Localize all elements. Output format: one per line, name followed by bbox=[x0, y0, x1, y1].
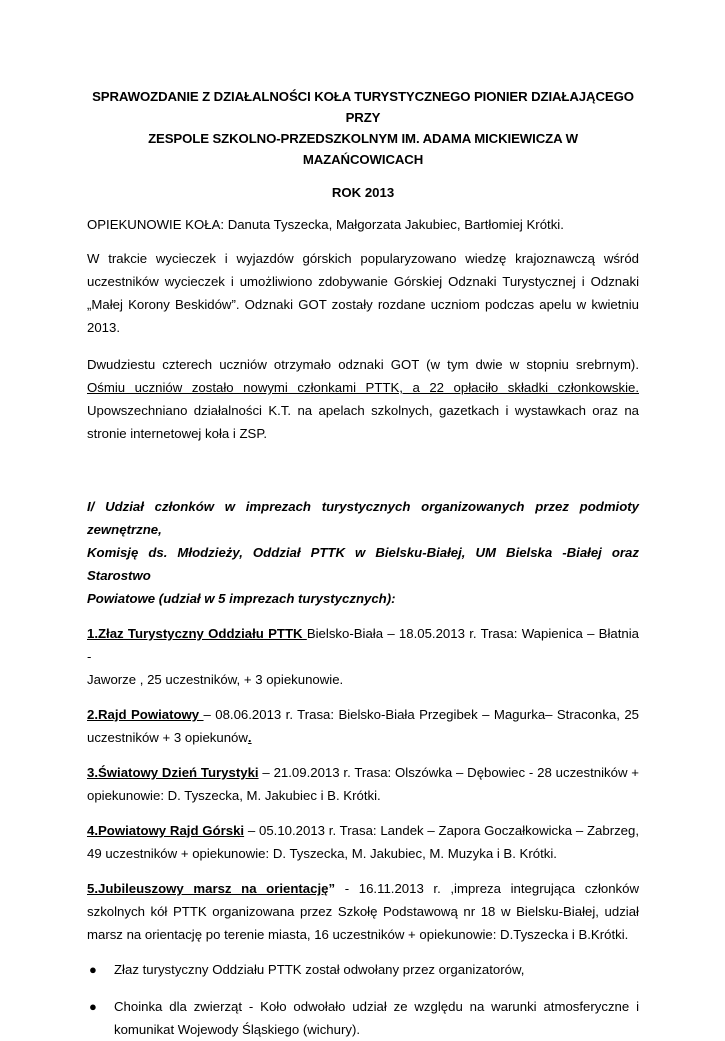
event-title: 2.Rajd Powiatowy bbox=[87, 707, 204, 722]
report-title-line-1: SPRAWOZDANIE Z DZIAŁALNOŚCI KOŁA TURYSTYCZNEGO PIONIER DZIAŁAJĄCEGO PRZY bbox=[92, 89, 634, 125]
event-line bbox=[87, 703, 639, 726]
list-item bbox=[87, 995, 639, 1041]
caretakers-line: OPIEKUNOWIE KOŁA: Danuta Tyszecka, Małgorzata Jakubiec, Bartłomiej Krótki. bbox=[87, 217, 564, 232]
event-line bbox=[87, 622, 639, 668]
note-line: Złaz turystyczny Oddziału PTTK został odwołany przez organizatorów, bbox=[114, 962, 525, 977]
event-details: uczestników + 3 opiekunów bbox=[87, 730, 248, 745]
event-line: marsz na orientację po terenie miasta, 16 uczestników + opiekunowie: D.Tyszecka i B.Krótki. bbox=[87, 927, 629, 942]
event-details: - 16.11.2013 r. ,impreza integrująca członków bbox=[335, 881, 639, 896]
paragraph-badges bbox=[87, 247, 639, 339]
event-line: Jaworze , 25 uczestników, + 3 opiekunowie. bbox=[87, 672, 344, 687]
event-details: – 21.09.2013 r. Trasa: Olszówka – Dębowiec - 28 uczestników + bbox=[258, 765, 639, 780]
event-line: 49 uczestników + opiekunowie: D. Tyszecka, M. Jakubiec, M. Muzyka i B. Krótki. bbox=[87, 846, 557, 861]
section-heading-line: Powiatowe (udział w 5 imprezach turystycznych): bbox=[87, 591, 396, 606]
event-line bbox=[87, 726, 639, 749]
event-line bbox=[87, 819, 639, 842]
event-title-quote: ” bbox=[328, 881, 336, 896]
list-item bbox=[87, 958, 639, 981]
paragraph-line: Upowszechniano działalności K.T. na apelach szkolnych, gazetkach i wystawkach oraz na bbox=[87, 403, 639, 418]
event-title: 4.Powiatowy Rajd Górski bbox=[87, 823, 245, 838]
event-details: – 05.10.2013 r. Trasa: Landek – Zapora Goczałkowicka – Zabrzeg, bbox=[244, 823, 640, 838]
event-period: . bbox=[247, 730, 252, 745]
event-title: 5.Jubileuszowy marsz na orientację bbox=[87, 881, 329, 896]
section-heading-line: Komisję ds. Młodzieży, Oddział PTTK w Bielsku-Białej, UM Bielska -Białej oraz Starostwo bbox=[87, 545, 639, 583]
event-item bbox=[87, 622, 639, 691]
notes-list bbox=[87, 958, 639, 1041]
event-details: – 08.06.2013 r. Trasa: Bielsko-Biała Przegibek – Magurka– Straconka, 25 bbox=[203, 707, 639, 722]
event-line bbox=[87, 761, 639, 784]
event-line: szkolnych kół PTTK organizowana przez Szkołę Podstawową nr 18 w Bielsku-Białej, udział bbox=[87, 904, 639, 919]
paragraph-line: 2013. bbox=[87, 320, 121, 335]
section-heading bbox=[87, 495, 639, 610]
paragraph-members bbox=[87, 353, 639, 445]
event-item bbox=[87, 761, 639, 807]
event-line: opiekunowie: D. Tyszecka, M. Jakubiec i B. Krótki. bbox=[87, 788, 381, 803]
event-title: 1.Złaz Turystyczny Oddziału PTTK bbox=[87, 626, 307, 641]
event-line bbox=[87, 877, 639, 900]
report-title bbox=[87, 86, 639, 170]
report-title-line-2: ZESPOLE SZKOLNO-PRZEDSZKOLNYM IM. ADAMA MICKIEWICZA W MAZAŃCOWICACH bbox=[148, 131, 578, 167]
event-item bbox=[87, 703, 639, 749]
event-title: 3.Światowy Dzień Turystyki bbox=[87, 765, 259, 780]
note-line: komunikat Wojewody Śląskiego (wichury). bbox=[114, 1022, 361, 1037]
paragraph-line: „Małej Korony Beskidów”. Odznaki GOT zostały rozdane uczniom podczas apelu w kwietniu bbox=[87, 297, 639, 312]
event-item bbox=[87, 877, 639, 946]
paragraph-line: stronie internetowej koła i ZSP. bbox=[87, 426, 268, 441]
paragraph-line: W trakcie wycieczek i wyjazdów górskich popularyzowano wiedzę krajoznawczą wśród bbox=[87, 251, 639, 266]
paragraph-line: Dwudziestu czterech uczniów otrzymało odznaki GOT (w tym dwie w stopniu srebrnym). bbox=[87, 357, 639, 372]
bullet-icon: ● bbox=[89, 999, 97, 1014]
paragraph-line: uczestników wycieczek i umożliwiono zdobywanie Górskiej Odznaki Turystycznej i Odznaki bbox=[87, 274, 639, 289]
paragraph-line-underlined: Ośmiu uczniów zostało nowymi członkami PTTK, a 22 opłaciło składki członkowskie. bbox=[87, 380, 639, 395]
event-details: Bielsko-Biała – 18.05.2013 r. Trasa: Wapienica – Błatnia - bbox=[87, 626, 640, 664]
event-item bbox=[87, 819, 639, 865]
note-line: Choinka dla zwierząt - Koło odwołało udział ze względu na warunki atmosferyczne i bbox=[114, 999, 639, 1014]
bullet-icon: ● bbox=[89, 962, 97, 977]
report-year: ROK 2013 bbox=[331, 185, 395, 200]
section-heading-line: I/ Udział członków w imprezach turystycznych organizowanych przez podmioty zewnętrzne, bbox=[87, 499, 639, 537]
